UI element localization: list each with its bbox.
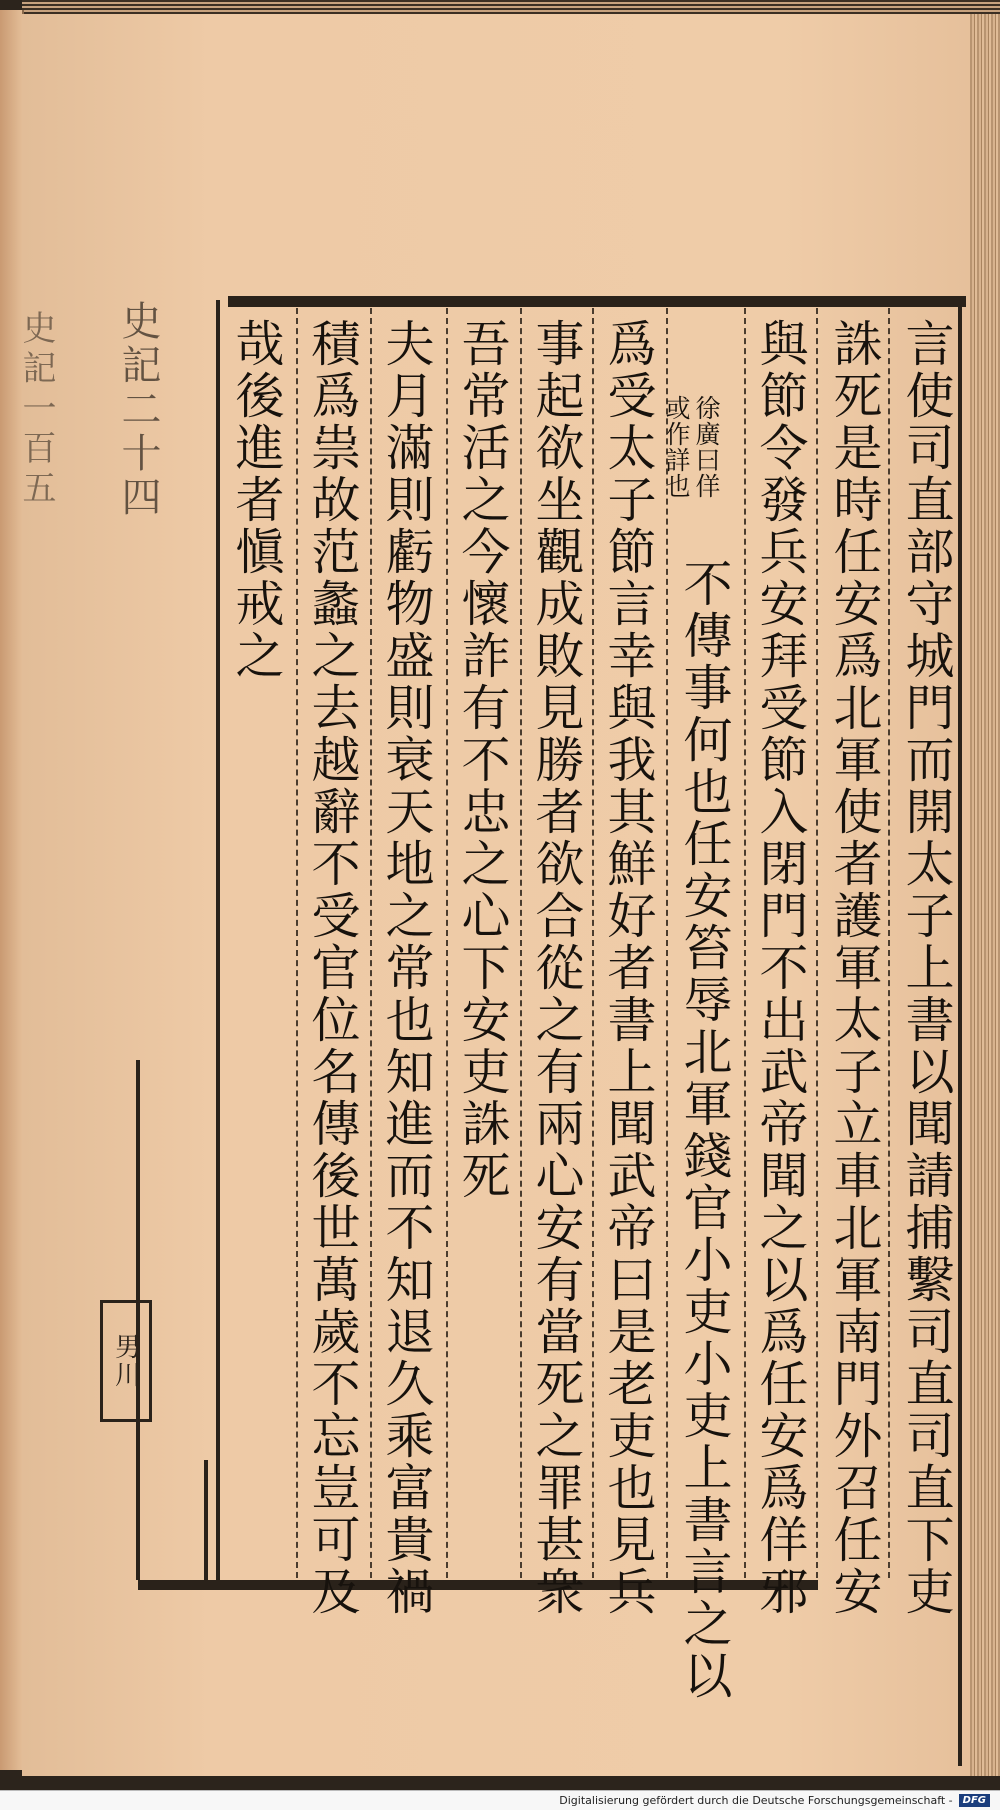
previous-page-edge <box>0 10 24 1770</box>
dfg-logo: DFG <box>959 1794 990 1807</box>
collector-seal <box>100 1300 152 1422</box>
text-column-8: 夫月滿則虧物盛則衰天地之常也知進而不知退久乘富貴禍 <box>378 318 435 1618</box>
text-column-10: 哉後進者愼戒之 <box>228 318 285 682</box>
column-separator <box>446 308 448 1578</box>
column-separator <box>888 308 890 1578</box>
text-column-9: 積爲祟故范蠡之去越辭不受官位名傳後世萬歲不忘豈可及 <box>304 318 361 1618</box>
frame-mid-left-rule <box>204 1460 208 1580</box>
text-column-3: 與節令發兵安拜受節入閉門不出武帝聞之以爲任安爲佯邪 <box>752 318 809 1618</box>
text-column-1: 言使司直部守城門而開太子上書以聞請捕繫司直司直下吏 <box>898 318 955 1618</box>
footer-text: Digitalisierung gefördert durch die Deutsche Forschungsgemeinschaft - <box>559 1794 953 1807</box>
text-column-6: 事起欲坐觀成敗見勝者欲合從之有兩心安有當死之罪甚衆 <box>528 318 585 1618</box>
frame-right-rule <box>958 296 962 1766</box>
commentary-note <box>662 395 721 555</box>
digitization-footer <box>0 1790 1000 1810</box>
column-separator <box>520 308 522 1578</box>
page-stack-edges <box>970 14 1000 1776</box>
running-title: 史記二十四 <box>115 300 161 520</box>
commentary-line-1: 徐廣曰佯 <box>692 395 721 499</box>
text-column-5: 爲受太子節言幸與我其鮮好者書上聞武帝曰是老吏也見兵 <box>600 318 657 1618</box>
text-column-7: 吾常活之今懷詐有不忠之心下安吏誅死 <box>454 318 511 1202</box>
commentary-line-2: 或作詳也 <box>662 395 691 499</box>
seal-text: 男川 <box>110 1333 141 1389</box>
column-separator <box>370 308 372 1578</box>
frame-inner-left-rule <box>216 300 220 1590</box>
fold-margin-text: 史記一百五 <box>16 310 56 510</box>
frame-top-rule <box>228 296 966 307</box>
text-column-2: 誅死是時任安爲北軍使者護軍太子立車北軍南門外召任安 <box>826 318 883 1618</box>
text-column-4: 不傳事何也任安笞辱北軍錢官小吏小吏上書言之以 <box>676 558 733 1702</box>
column-separator <box>744 308 746 1578</box>
column-separator <box>592 308 594 1578</box>
column-separator <box>296 308 298 1578</box>
column-separator <box>816 308 818 1578</box>
